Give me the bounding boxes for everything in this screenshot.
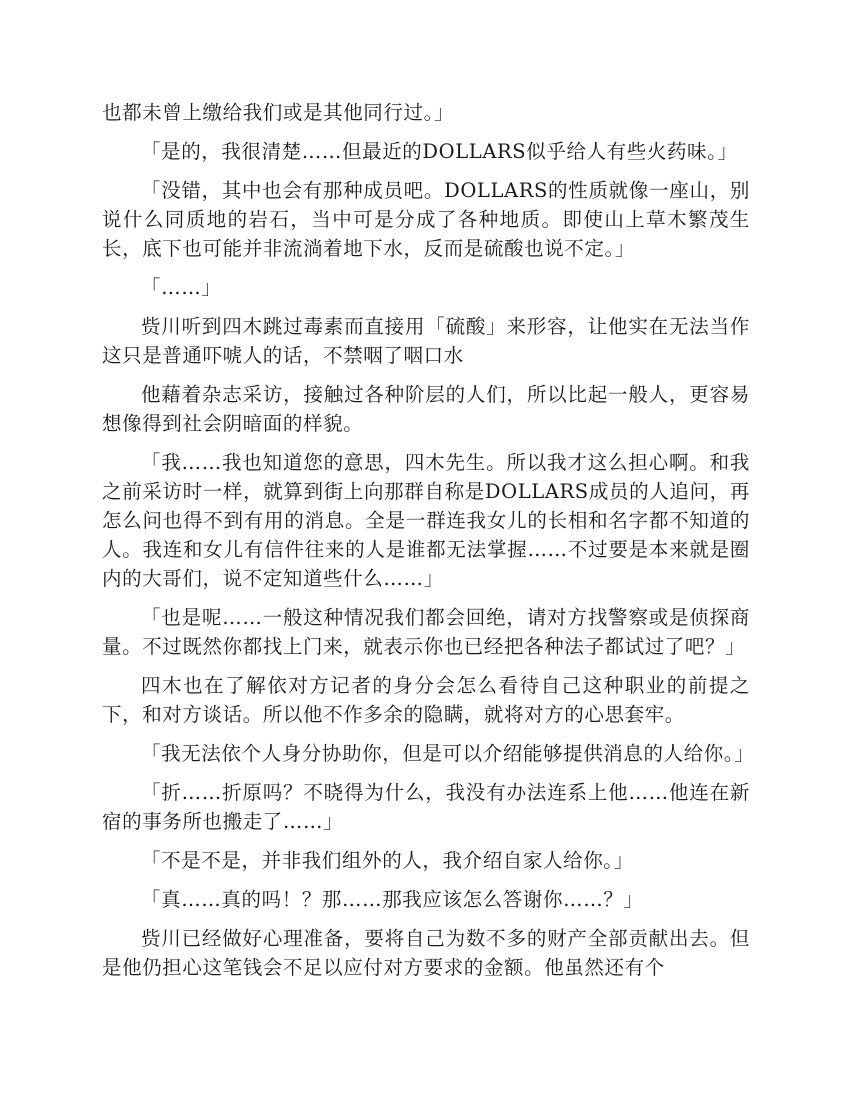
paragraph: 「没错，其中也会有那种成员吧。DOLLARS的性质就像一座山，别说什么同质地的岩石，当中可是分成了各种地质。即使山上草木繁茂生长，底下也可能并非流淌着地下水，反而是硫酸也说不定。」 xyxy=(102,179,750,260)
paragraph: 「我无法依个人身分协助你，但是可以介绍能够提供消息的人给你。」 xyxy=(141,742,755,765)
paragraph: 「是的，我很清楚……但最近的DOLLARS似乎给人有些火药味。」 xyxy=(141,140,738,163)
paragraph: 「折……折原吗？不晓得为什么，我没有办法连系上他……他连在新宿的事务所也搬走了……」 xyxy=(102,781,750,833)
text-body xyxy=(102,98,755,992)
paragraph: 「……」 xyxy=(141,276,222,299)
paragraph: 「真……真的吗！？那……那我应该怎么答谢你……？」 xyxy=(141,888,644,911)
paragraph: 四木也在了解依对方记者的身分会怎么看待自己这种职业的前提之下，和对方谈话。所以他不作多余的隐瞒，就将对方的心思套牢。 xyxy=(102,674,750,726)
paragraph: 「也是呢……一般这种情况我们都会回绝，请对方找警察或是侦探商量。不过既然你都找上门来，就表示你也已经把各种法子都试过了吧？」 xyxy=(102,606,750,658)
paragraph: 他藉着杂志采访，接触过各种阶层的人们，所以比起一般人，更容易想像得到社会阴暗面的样貌。 xyxy=(102,383,750,435)
paragraph: 赀川已经做好心理准备，要将自己为数不多的财产全部贡献出去。但是他仍担心这笔钱会不足以应付对方要求的金额。他虽然还有个 xyxy=(102,927,750,979)
paragraph: 「我……我也知道您的意思，四木先生。所以我才这么担心啊。和我之前采访时一样，就算到街上向那群自称是DOLLARS成员的人追问，再怎么问也得不到有用的消息。全是一群连我女儿的长相和名字都不知道的人。我连和女儿有信件往来的人是谁都无法掌握……不过要是本来就是圈内的大哥们，说不定知道些什么……」 xyxy=(102,451,750,590)
paragraph: 赀川听到四木跳过毒素而直接用「硫酸」来形容，让他实在无法当作这只是普通吓唬人的话，不禁咽了咽口水 xyxy=(102,315,750,367)
paragraph: 也都未曾上缴给我们或是其他同行过。」 xyxy=(102,101,455,124)
paragraph: 「不是不是，并非我们组外的人，我介绍自家人给你。」 xyxy=(141,849,634,872)
